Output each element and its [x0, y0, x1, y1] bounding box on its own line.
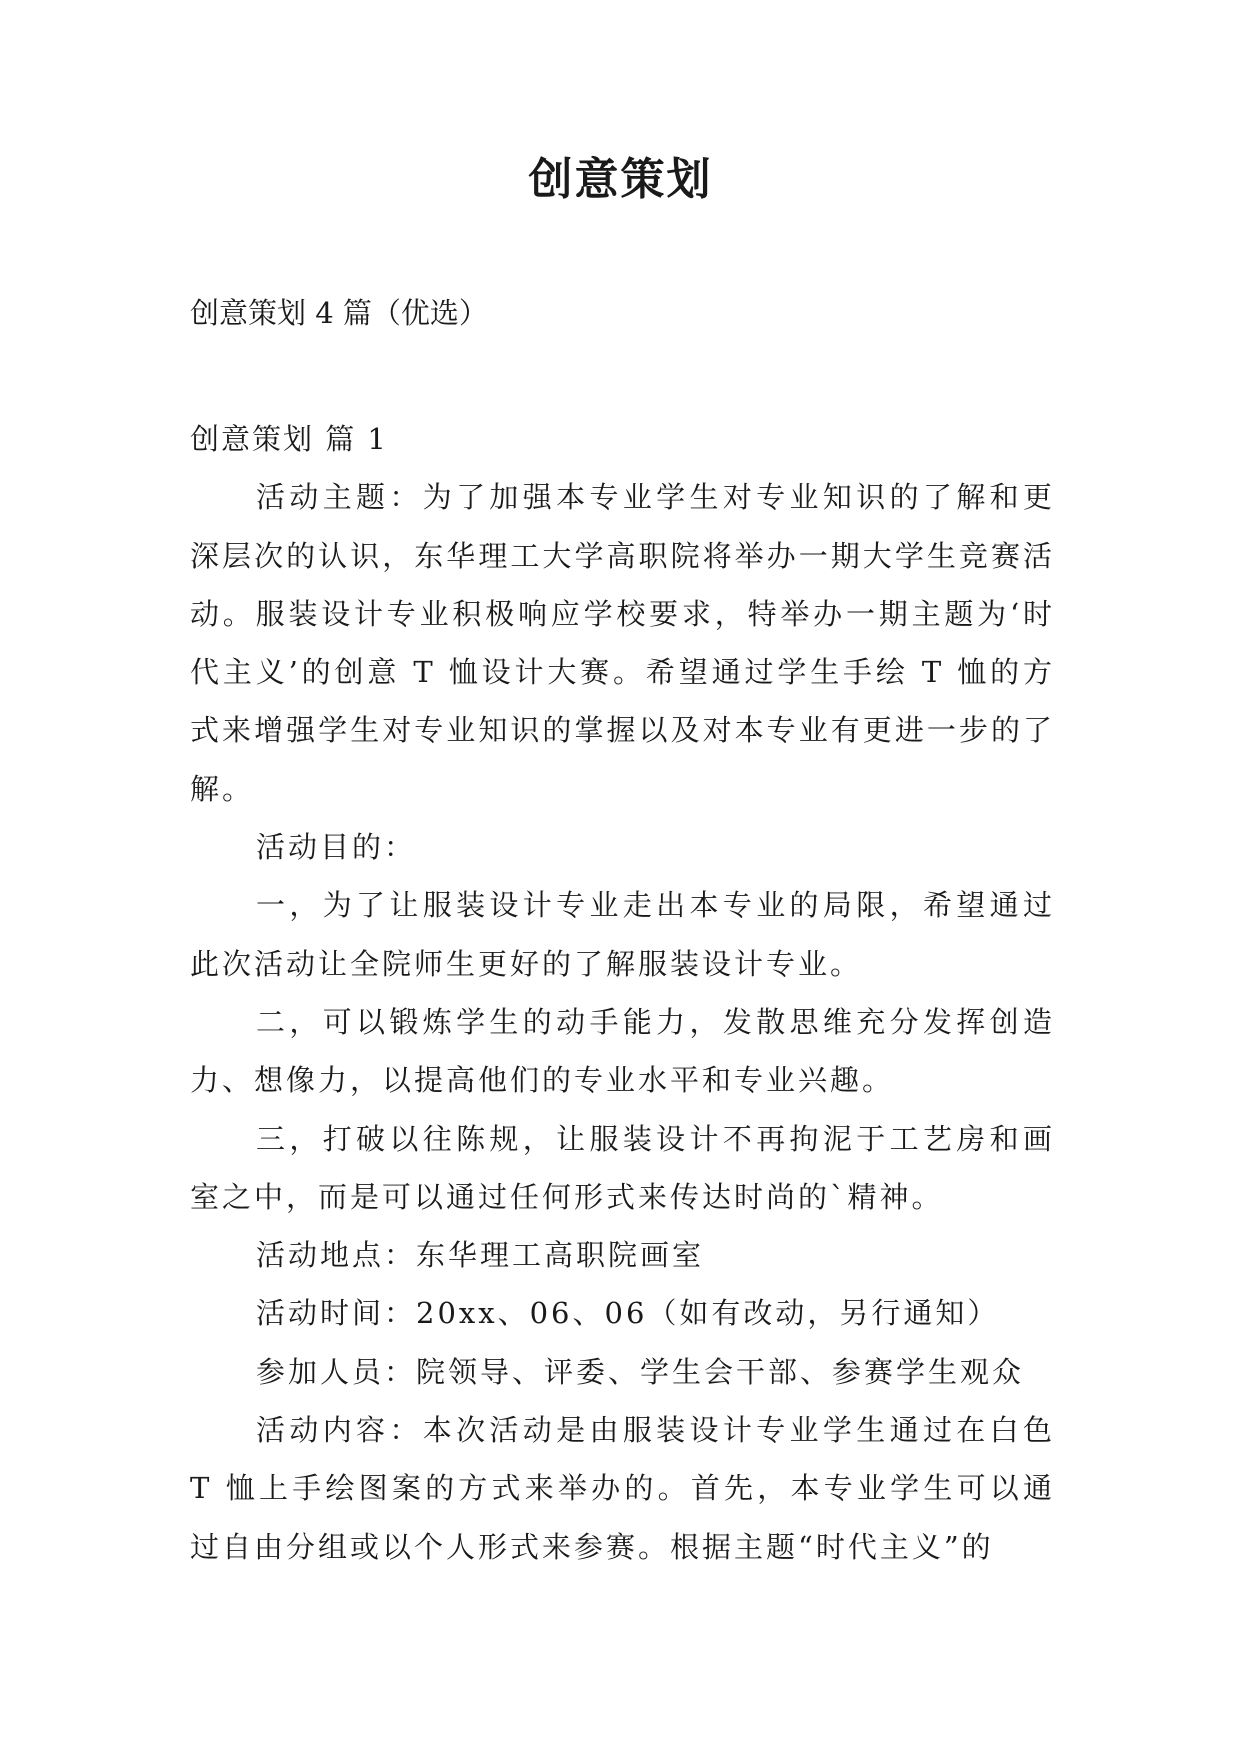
document-body	[190, 410, 1055, 1576]
paragraph-purpose-heading: 活动目的：	[256, 830, 417, 865]
paragraph-purpose-2: 二，可以锻炼学生的动手能力，发散思维充分发挥创造力、想像力，以提高他们的专业水平和专业兴趣。	[190, 1004, 1055, 1098]
section-heading: 创意策划 篇 1	[190, 422, 388, 456]
paragraph-purpose-1: 一，为了让服装设计专业走出本专业的局限，希望通过此次活动让全院师生更好的了解服装设计专业。	[190, 888, 1055, 981]
paragraph-content: 活动内容：本次活动是由服装设计专业学生通过在白色 T 恤上手绘图案的方式来举办的。首先，本专业学生可以通过自由分组或以个人形式来参赛。根据主题“时代主义”的	[190, 1413, 1055, 1564]
document-title: 创意策划	[528, 154, 713, 205]
paragraph-purpose-3: 三，打破以往陈规，让服装设计不再拘泥于工艺房和画室之中，而是可以通过任何形式来传达时尚的`精神。	[190, 1121, 1055, 1214]
paragraph-time: 活动时间：20xx、06、06（如有改动，另行通知）	[256, 1296, 1000, 1331]
paragraph-participants: 参加人员：院领导、评委、学生会干部、参赛学生观众	[256, 1354, 1025, 1389]
paragraph-theme: 活动主题：为了加强本专业学生对专业知识的了解和更深层次的认识，东华理工大学高职院将举办一期大学生竞赛活动。服装设计专业积极响应学校要求，特举办一期主题为‘时代主义’的创意 T 恤设计大赛。希望通过学生手绘 T 恤的方式来增强学生对专业知识的掌握以及对本专业有更进一步的了解。	[190, 480, 1055, 806]
paragraph-location: 活动地点：东华理工高职院画室	[256, 1238, 705, 1273]
document-subtitle: 创意策划 4 篇（优选）	[190, 296, 488, 330]
